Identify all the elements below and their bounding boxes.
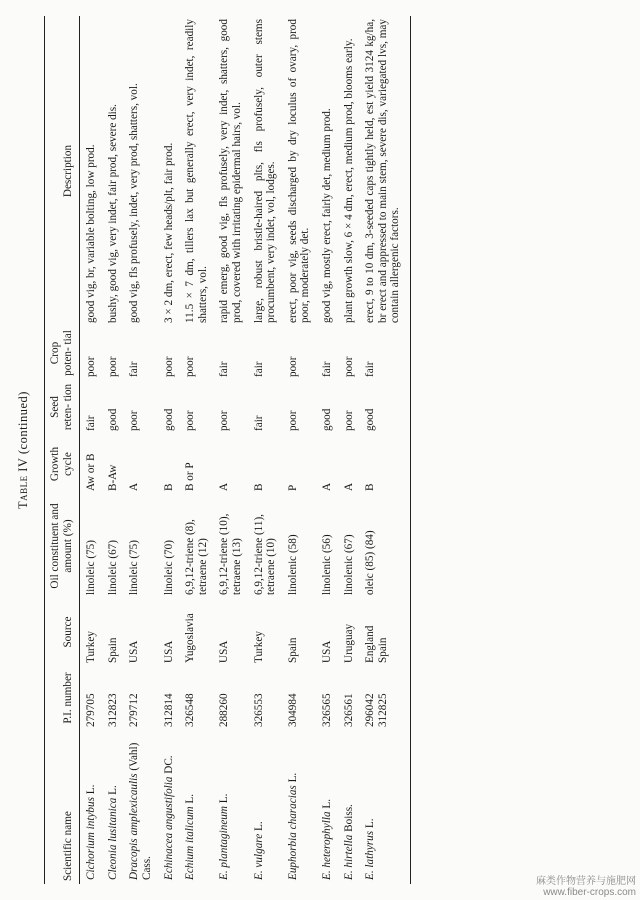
cell-cycle: B or P	[184, 462, 197, 491]
cell-potential: poor	[162, 356, 175, 377]
cell-pi: 279712	[128, 693, 141, 727]
genus-species: E. vulgare	[252, 833, 265, 880]
genus-species: Echinacea angustifolia	[162, 776, 175, 880]
cell-retention: poor	[342, 410, 355, 431]
header-growth-cycle: Growth cycle	[45, 434, 80, 494]
cell-potential: fair	[218, 361, 231, 377]
cell-retention: fair	[85, 415, 98, 431]
cell-pi: 312814	[162, 693, 175, 727]
table-row	[158, 16, 180, 884]
cell-source: Yugoslavia	[184, 613, 197, 663]
table-caption	[16, 10, 31, 890]
cell-oil: linoleic (70)	[162, 540, 175, 595]
cell-description: good vig, br, variable bolting, low prod.	[85, 144, 98, 323]
authority: L.	[364, 818, 377, 829]
header-pi-number: P.I. number	[45, 666, 80, 730]
cell-description: rapid emerg, good vig, fls profusely, very indet, shatters, good prod, covered with irritating epidermal hairs, vol.	[218, 19, 243, 323]
cell-oil: 6,9,12-triene (8), tetraene (12)	[184, 519, 209, 595]
caption-prefix: Table	[16, 475, 30, 509]
rotated-table-page	[10, 10, 630, 890]
caption-suffix: IV (continued)	[16, 391, 30, 472]
genus-species: E. hirtella	[342, 834, 355, 880]
cell-description: 11.5 × 7 dm, tillers lax but generally erect, very indet, readily shatters, vol.	[184, 19, 209, 323]
cell-source: Turkey	[252, 631, 265, 663]
cell-description: erect, 9 to 10 dm, 3-seeded caps tightly held, est yield 3124 kg/ha, br erect and appressed to main stem, severe dis, variegated lvs, may contain allergenic factors.	[359, 16, 410, 326]
cell-retention: poor	[218, 410, 231, 431]
cell-source: USA	[320, 640, 333, 663]
cell-cycle: A	[342, 482, 355, 491]
cell-pi: 312823	[106, 693, 119, 727]
cell-pi: 326565	[320, 693, 333, 727]
cell-scientific-name	[282, 730, 316, 884]
table-row	[316, 16, 338, 884]
cell-scientific-name	[179, 730, 213, 884]
cell-cycle: B-Aw	[106, 464, 119, 491]
header-crop-potential: Crop poten- tial	[45, 326, 80, 380]
header-oil-constituent: Oil constituent and amount (%)	[45, 494, 80, 598]
cell-pi: 326553	[252, 693, 265, 727]
cell-pi: 296042 312825	[359, 666, 410, 730]
cell-source: USA	[128, 640, 141, 663]
cell-scientific-name	[123, 730, 157, 884]
genus-species: E. lathyrus	[364, 830, 377, 880]
cell-cycle: B	[162, 483, 175, 491]
cell-source: Uruguay	[342, 623, 355, 663]
cell-oil: linoleic (67)	[106, 540, 119, 595]
genus-species: Cleonia lusitanica	[106, 797, 119, 880]
cell-pi: 304984	[286, 693, 299, 727]
cell-source: Spain	[106, 637, 119, 663]
cell-retention: fair	[252, 415, 265, 431]
cell-cycle: A	[218, 482, 231, 491]
header-row	[45, 16, 80, 884]
cell-cycle: B	[252, 483, 265, 491]
header-source: Source	[45, 598, 80, 666]
cell-retention: good	[162, 408, 175, 431]
cell-oil: 6,9,12-triene (10), tetraene (13)	[218, 513, 243, 595]
authority: L.	[286, 772, 299, 783]
cell-description: 3 × 2 dm, erect, few heads/plt, fair prod.	[162, 142, 175, 323]
table-row	[248, 16, 282, 884]
cell-retention: good	[106, 408, 119, 431]
genus-species: Cichorium intybus	[85, 797, 98, 880]
cell-description: plant growth slow, 6 × 4 dm, erect, medium prod, blooms early.	[342, 38, 355, 323]
table-row	[80, 16, 102, 884]
cell-source: Turkey	[85, 631, 98, 663]
cell-description: good vig, mostly erect, fairly det, medium prod.	[320, 108, 333, 323]
cell-cycle: A	[320, 482, 333, 491]
table-row	[102, 16, 124, 884]
cell-retention: poor	[128, 410, 141, 431]
table-body	[80, 16, 411, 884]
authority: L.	[320, 799, 333, 809]
genus-species: Euphorbia characias	[286, 785, 299, 880]
cell-retention: good	[359, 380, 410, 434]
authority: Boiss.	[342, 804, 355, 832]
table-row	[213, 16, 247, 884]
cell-retention: poor	[286, 410, 299, 431]
cell-oil: linoleic (75)	[85, 540, 98, 595]
cell-oil: linolenic (67)	[342, 534, 355, 595]
cell-source: Spain	[286, 637, 299, 663]
header-scientific-name: Scientific name	[45, 730, 80, 884]
table-row	[179, 16, 213, 884]
table-row	[359, 16, 410, 884]
cell-potential: poor	[286, 356, 299, 377]
cell-potential: poor	[342, 356, 355, 377]
table-row	[338, 16, 360, 884]
watermark-line2: www.fiber-crops.com	[543, 887, 636, 898]
cell-potential: fair	[359, 326, 410, 380]
cell-scientific-name	[213, 730, 247, 884]
cell-retention: good	[320, 408, 333, 431]
cell-scientific-name	[248, 730, 282, 884]
authority: (Vahl) Cass.	[128, 742, 153, 880]
cell-oil: 6,9,12-triene (11), tetraene (10)	[252, 514, 278, 595]
cell-oil: linolenic (58)	[286, 534, 299, 595]
cell-scientific-name	[158, 730, 180, 884]
cell-potential: poor	[106, 356, 119, 377]
cell-potential: poor	[85, 356, 98, 377]
cell-potential: poor	[184, 356, 197, 377]
watermark-line1: 麻类作物营养与施肥网	[536, 876, 636, 887]
cell-potential: fair	[320, 361, 333, 377]
authority: L.	[218, 793, 231, 804]
genus-species: E. plantagineum	[218, 806, 231, 880]
cell-source: USA	[162, 640, 175, 663]
authority: L.	[184, 793, 197, 804]
header-seed-retention: Seed reten- tion	[45, 380, 80, 434]
cell-source: USA	[218, 640, 231, 663]
authority: L.	[85, 784, 98, 795]
cell-cycle: P	[286, 484, 299, 491]
cell-retention: poor	[184, 410, 197, 431]
table-row	[123, 16, 157, 884]
cell-scientific-name	[102, 730, 124, 884]
authority: L.	[252, 821, 265, 832]
cell-description: bushy, good vig, very indet, fair prod, severe dis.	[106, 104, 119, 323]
genus-species: E. heterophylla	[320, 811, 333, 880]
cell-description: good vig, fls profusely, indet, very prod, shatters, vol.	[128, 83, 141, 323]
cell-source: England Spain	[359, 598, 410, 666]
cell-oil: oleic (85) (84)	[359, 494, 410, 598]
cell-cycle: Aw or B	[85, 453, 98, 491]
cell-pi: 288260	[218, 693, 231, 727]
cell-description: erect, poor vig, seeds discharged by dry loculus of ovary, prod poor, moderately det.	[286, 19, 312, 323]
genus-species: Dracopis amplexicaulis	[128, 773, 141, 880]
cell-oil: linolenic (56)	[320, 534, 333, 595]
cell-scientific-name	[338, 730, 360, 884]
cell-cycle: B	[359, 434, 410, 494]
cell-potential: fair	[128, 361, 141, 377]
header-description: Description	[45, 16, 80, 326]
cell-scientific-name	[359, 730, 410, 884]
cell-oil: linoleic (75)	[128, 540, 141, 595]
authority: L.	[106, 785, 119, 795]
genus-species: Echium italicum	[184, 806, 197, 880]
cell-cycle: A	[128, 482, 141, 491]
cell-pi: 326548	[184, 693, 197, 727]
cell-scientific-name	[80, 730, 102, 884]
cell-description: large, robust bristle-haired plts, fls profusely, outer stems procumbent, very indet, vol, lodges.	[252, 19, 278, 323]
cell-pi: 279705	[85, 693, 98, 727]
species-table	[44, 16, 411, 884]
cell-pi: 326561	[342, 693, 355, 727]
cell-scientific-name	[316, 730, 338, 884]
cell-potential: fair	[252, 361, 265, 377]
watermark	[536, 876, 636, 898]
authority: DC.	[162, 755, 175, 774]
table-row	[282, 16, 316, 884]
